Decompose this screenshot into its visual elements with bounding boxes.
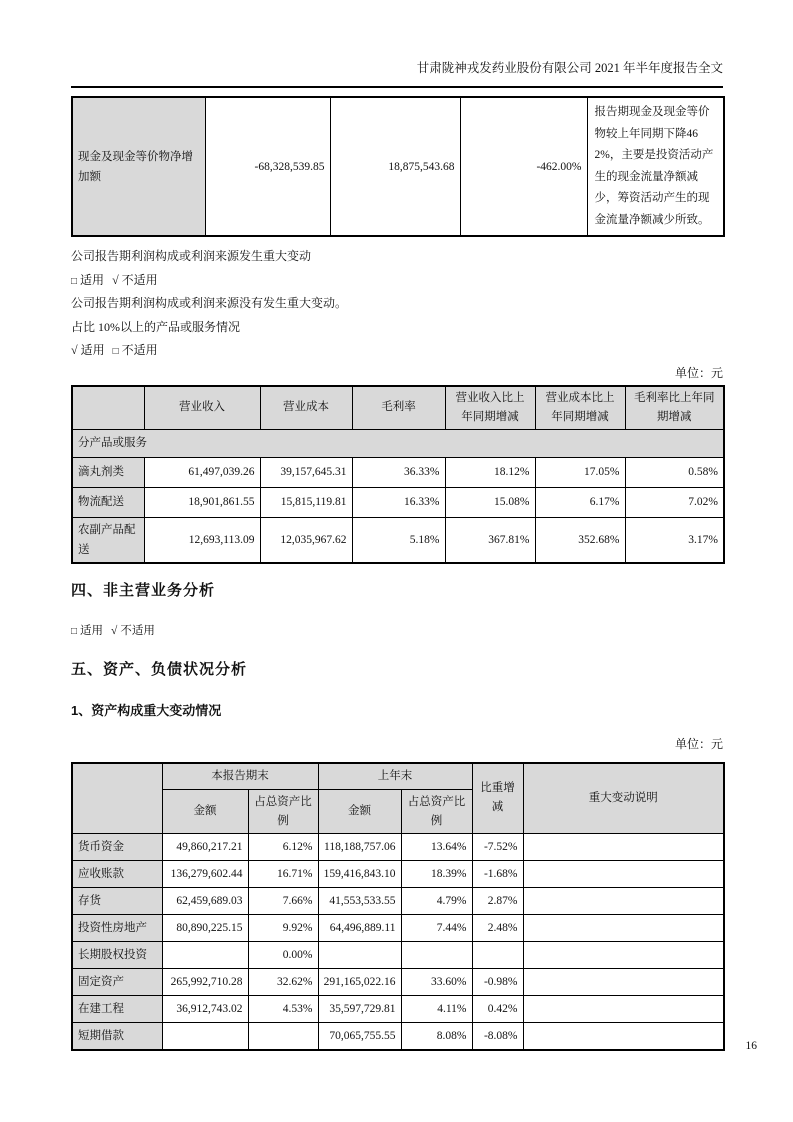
row-label: 固定资产	[72, 969, 162, 996]
empty-header-cell	[72, 386, 144, 430]
row-label: 货币资金	[72, 834, 162, 861]
cell-margin: 5.18%	[352, 517, 445, 563]
cell-amount-prior: 64,496,889.11	[318, 915, 401, 942]
row-label: 长期股权投资	[72, 942, 162, 969]
subsection1-heading: 1、资产构成重大变动情况	[71, 702, 222, 718]
cell-cost-yoy: 6.17%	[535, 487, 625, 517]
unit-label: 单位：元	[674, 365, 723, 380]
checkbox-unchecked-icon: □	[112, 346, 119, 357]
checkbox-unchecked-icon: □	[71, 275, 78, 287]
cell-amount-now: 80,890,225.15	[162, 915, 248, 942]
not-applicable-label: 不适用	[121, 343, 158, 357]
cell-margin-yoy: 3.17%	[625, 517, 724, 563]
table-row	[72, 942, 724, 969]
unit-label: 单位：元	[674, 736, 723, 751]
cell-weight-change: 2.48%	[472, 915, 523, 942]
cell-revenue-yoy: 15.08%	[445, 487, 535, 517]
cash-row-label: 现金及现金等价物净增加额	[72, 97, 205, 236]
cell-ratio-now: 0.00%	[248, 942, 318, 969]
page-number: 16	[745, 1040, 757, 1052]
cell-weight-change	[472, 942, 523, 969]
cell-amount-now	[162, 942, 248, 969]
asset-composition-table	[71, 762, 725, 1051]
cell-ratio-now	[248, 1023, 318, 1050]
col-header-note: 重大变动说明	[523, 763, 724, 834]
cell-margin-yoy: 0.58%	[625, 457, 724, 487]
cell-note	[523, 1023, 724, 1050]
col-header-amount: 金额	[318, 790, 401, 834]
cell-ratio-prior: 33.60%	[401, 969, 472, 996]
empty-header-cell	[72, 763, 162, 834]
cell-revenue-yoy: 18.12%	[445, 457, 535, 487]
cell-revenue: 61,497,039.26	[144, 457, 260, 487]
row-label: 滴丸剂类	[72, 457, 144, 487]
table-row	[72, 969, 724, 996]
not-applicable-label: 不适用	[121, 272, 158, 287]
cash-change-note: 报告期现金及现金等价物较上年同期下降462%，主要是投资活动产生的现金流量净额减少，筹资活动产生的现金流量净额减少所致。	[587, 97, 724, 236]
cell-weight-change: 0.42%	[472, 996, 523, 1023]
cell-amount-prior: 159,416,843.10	[318, 861, 401, 888]
table-row	[72, 861, 724, 888]
section5-heading: 五、资产、负债状况分析	[71, 660, 248, 678]
cell-ratio-now: 4.53%	[248, 996, 318, 1023]
cell-amount-prior: 291,165,022.16	[318, 969, 401, 996]
cell-ratio-prior: 18.39%	[401, 861, 472, 888]
cell-revenue-yoy: 367.81%	[445, 517, 535, 563]
row-label: 短期借款	[72, 1023, 162, 1050]
table-row	[72, 888, 724, 915]
cell-note	[523, 834, 724, 861]
table-header-row	[72, 763, 724, 790]
table-row	[72, 1023, 724, 1050]
applicability-line	[71, 269, 723, 293]
section4-heading: 四、非主营业务分析	[71, 581, 216, 599]
cell-note	[523, 915, 724, 942]
cell-revenue: 12,693,113.09	[144, 517, 260, 563]
row-label: 在建工程	[72, 996, 162, 1023]
cell-ratio-prior: 4.79%	[401, 888, 472, 915]
table-row	[72, 457, 724, 487]
cell-note	[523, 969, 724, 996]
applicable-label: 适用	[80, 272, 105, 287]
checkbox-unchecked-icon: □	[71, 625, 78, 637]
products-services-table	[71, 385, 725, 564]
cell-margin-yoy: 7.02%	[625, 487, 724, 517]
table-row	[72, 834, 724, 861]
cell-ratio-now: 16.71%	[248, 861, 318, 888]
applicability-line	[71, 624, 723, 639]
cell-note	[523, 942, 724, 969]
table-row	[72, 517, 724, 563]
col-header-revenue: 营业收入	[144, 386, 260, 430]
profit-change-note: 公司报告期利润构成或利润来源没有发生重大变动。	[71, 296, 348, 310]
col-group-prior: 上年末	[318, 763, 472, 790]
cell-amount-now: 49,860,217.21	[162, 834, 248, 861]
cell-margin: 36.33%	[352, 457, 445, 487]
row-label: 应收账款	[72, 861, 162, 888]
table-header-row	[72, 386, 724, 430]
row-label: 投资性房地产	[72, 915, 162, 942]
cell-ratio-prior: 4.11%	[401, 996, 472, 1023]
cell-cost: 39,157,645.31	[260, 457, 352, 487]
applicable-label: 适用	[80, 343, 105, 357]
table-row	[72, 97, 724, 236]
row-label: 存货	[72, 888, 162, 915]
cell-amount-now: 265,992,710.28	[162, 969, 248, 996]
cell-weight-change: -1.68%	[472, 861, 523, 888]
table-row	[72, 915, 724, 942]
col-group-current: 本报告期末	[162, 763, 318, 790]
report-header-title: 甘肃陇神戎发药业股份有限公司 2021 年半年度报告全文	[416, 61, 723, 75]
cash-prior-value: 18,875,543.68	[330, 97, 460, 236]
col-header-amount: 金额	[162, 790, 248, 834]
group-row	[72, 429, 724, 457]
cell-cost-yoy: 17.05%	[535, 457, 625, 487]
col-header-ratio: 占总资产比例	[248, 790, 318, 834]
cell-amount-prior: 70,065,755.55	[318, 1023, 401, 1050]
applicability-line	[71, 339, 723, 363]
cell-ratio-now: 6.12%	[248, 834, 318, 861]
col-header-weight-change: 比重增减	[472, 763, 523, 834]
cash-current-value: -68,328,539.85	[205, 97, 330, 236]
cell-amount-prior: 35,597,729.81	[318, 996, 401, 1023]
check-icon: √	[112, 272, 119, 287]
cell-note	[523, 888, 724, 915]
cash-yoy-change: -462.00%	[460, 97, 587, 236]
products-over-10pct-title: 占比 10%以上的产品或服务情况	[71, 319, 240, 334]
table-row	[72, 487, 724, 517]
not-applicable-label: 不适用	[120, 624, 155, 637]
row-label: 物流配送	[72, 487, 144, 517]
cell-ratio-prior	[401, 942, 472, 969]
cell-ratio-prior: 7.44%	[401, 915, 472, 942]
table-row	[72, 996, 724, 1023]
cell-cost: 15,815,119.81	[260, 487, 352, 517]
cell-margin: 16.33%	[352, 487, 445, 517]
cell-note	[523, 861, 724, 888]
cell-amount-now: 36,912,743.02	[162, 996, 248, 1023]
col-header-ratio: 占总资产比例	[401, 790, 472, 834]
cell-amount-now: 136,279,602.44	[162, 861, 248, 888]
cell-ratio-now: 32.62%	[248, 969, 318, 996]
cell-amount-prior: 118,188,757.06	[318, 834, 401, 861]
cell-amount-now: 62,459,689.03	[162, 888, 248, 915]
check-icon: √	[111, 624, 118, 637]
col-header-cost: 营业成本	[260, 386, 352, 430]
col-header-margin-yoy: 毛利率比上年同期增减	[625, 386, 724, 430]
check-icon: √	[71, 343, 78, 357]
col-header-margin: 毛利率	[352, 386, 445, 430]
applicable-label: 适用	[80, 624, 104, 637]
col-header-cost-yoy: 营业成本比上年同期增减	[535, 386, 625, 430]
cell-weight-change: -0.98%	[472, 969, 523, 996]
group-label: 分产品或服务	[72, 429, 724, 457]
header-rule	[71, 86, 723, 88]
cell-weight-change: -7.52%	[472, 834, 523, 861]
cell-amount-prior: 41,553,533.55	[318, 888, 401, 915]
profit-change-section	[71, 245, 723, 363]
cell-ratio-prior: 8.08%	[401, 1023, 472, 1050]
cell-weight-change: -8.08%	[472, 1023, 523, 1050]
cell-ratio-now: 9.92%	[248, 915, 318, 942]
cell-revenue: 18,901,861.55	[144, 487, 260, 517]
cell-note	[523, 996, 724, 1023]
row-label: 农副产品配送	[72, 517, 144, 563]
cell-amount-prior	[318, 942, 401, 969]
col-header-revenue-yoy: 营业收入比上年同期增减	[445, 386, 535, 430]
cell-amount-now	[162, 1023, 248, 1050]
profit-change-title: 公司报告期利润构成或利润来源发生重大变动	[71, 249, 312, 263]
cell-weight-change: 2.87%	[472, 888, 523, 915]
cell-ratio-prior: 13.64%	[401, 834, 472, 861]
cell-cost-yoy: 352.68%	[535, 517, 625, 563]
cell-ratio-now: 7.66%	[248, 888, 318, 915]
cell-cost: 12,035,967.62	[260, 517, 352, 563]
cash-equivalents-table	[71, 96, 725, 237]
